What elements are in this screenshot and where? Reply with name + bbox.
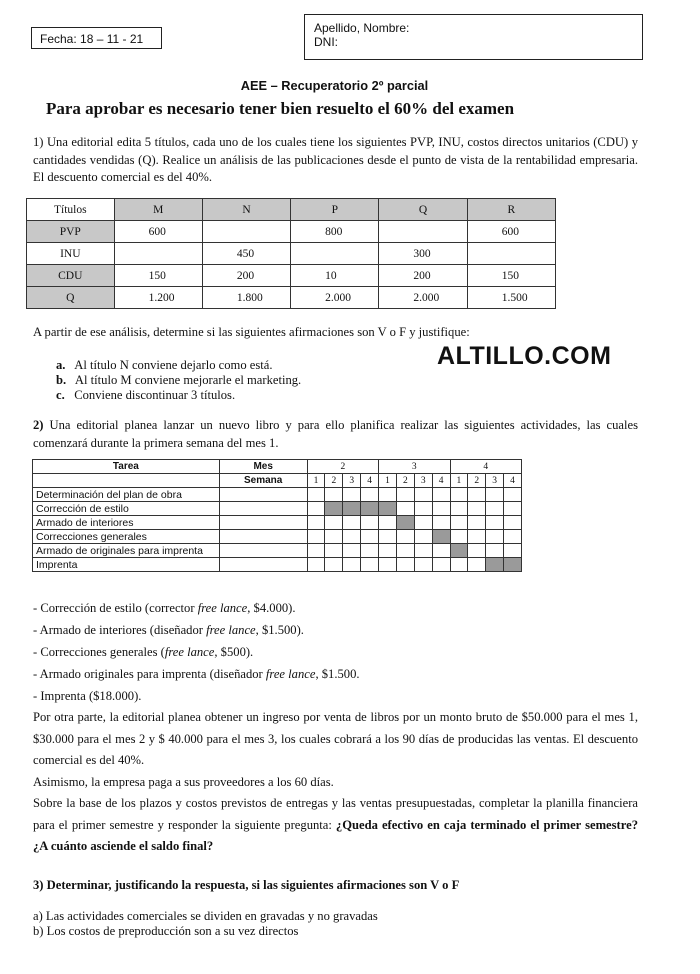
gantt-week-slot [450, 544, 468, 558]
gantt-week-slot [486, 516, 504, 530]
gantt-week-cell: 1 [379, 474, 397, 488]
gantt-table [32, 459, 522, 572]
gantt-week-slot [450, 488, 468, 502]
gantt-week-cell: 2 [325, 474, 343, 488]
q2-para3: Sobre la base de los plazos y costos previstos de entregas y las ventas presupuestadas, completar la planilla financiera para el primer semestre y responder la siguiente pregunta: ¿Queda efectivo en caja terminado el primer semestre? ¿A cuánto asciende el saldo final? [33, 796, 638, 853]
gantt-week-slot [361, 516, 379, 530]
gantt-task-row [33, 502, 522, 516]
gantt-week-slot [307, 502, 325, 516]
table-cell: 450 [202, 243, 290, 265]
table-header-cell: P [291, 199, 379, 221]
gantt-week-slot [432, 530, 450, 544]
gantt-week-slot [325, 488, 343, 502]
q3-title: 3) Determinar, justificando la respuesta, si las siguientes afirmaciones son V o F [33, 878, 460, 892]
table-cell: 600 [114, 221, 202, 243]
bullet-item: - Armado originales para imprenta (diseñador free lance, $1.500. [33, 667, 360, 681]
table-cell: 2.000 [291, 287, 379, 309]
gantt-week-slot [450, 558, 468, 572]
gantt-week-slot [361, 488, 379, 502]
gantt-week-slot [361, 530, 379, 544]
gantt-empty-cell [219, 544, 307, 558]
gantt-week-slot [361, 558, 379, 572]
table-row [27, 265, 556, 287]
gantt-week-slot [414, 502, 432, 516]
gantt-week-slot [343, 530, 361, 544]
gantt-task-name: Armado de interiores [33, 516, 220, 530]
gantt-blank-cell [33, 474, 220, 488]
gantt-week-slot [414, 544, 432, 558]
bullet-item: - Correcciones generales (free lance, $500). [33, 645, 254, 659]
gantt-week-slot [307, 530, 325, 544]
date-box [31, 27, 162, 49]
table-cell: 600 [467, 221, 555, 243]
gantt-week-slot [486, 544, 504, 558]
gantt-week-slot [486, 558, 504, 572]
gantt-week-slot [379, 544, 397, 558]
row-label-cell: INU [27, 243, 115, 265]
gantt-week-slot [432, 544, 450, 558]
gantt-week-slot [504, 516, 522, 530]
gantt-week-slot [504, 558, 522, 572]
q2-para2: Asimismo, la empresa paga a sus proveedores a los 60 días. [33, 775, 334, 789]
table-cell: 150 [467, 265, 555, 287]
gantt-week-slot [486, 502, 504, 516]
gantt-week-cell: 4 [504, 474, 522, 488]
gantt-week-cell: 3 [343, 474, 361, 488]
gantt-empty-cell [219, 558, 307, 572]
gantt-week-slot [468, 488, 486, 502]
gantt-month-cell: 3 [379, 460, 450, 474]
name-label: Apellido, Nombre: [314, 21, 410, 35]
gantt-week-slot [432, 558, 450, 572]
gantt-week-cell: 3 [414, 474, 432, 488]
gantt-task-name: Corrección de estilo [33, 502, 220, 516]
gantt-week-slot [414, 530, 432, 544]
bullet-item: - Armado de interiores (diseñador free lance, $1.500). [33, 623, 304, 637]
table-row [27, 287, 556, 309]
gantt-week-slot [504, 544, 522, 558]
gantt-week-slot [343, 558, 361, 572]
gantt-week-slot [504, 488, 522, 502]
gantt-week-slot [343, 544, 361, 558]
table-header-row [27, 199, 556, 221]
gantt-tarea-header: Tarea [33, 460, 220, 474]
gantt-week-slot [450, 516, 468, 530]
gantt-week-slot [468, 558, 486, 572]
gantt-week-cell: 2 [468, 474, 486, 488]
table-cell: 1.800 [202, 287, 290, 309]
table-cell: 1.200 [114, 287, 202, 309]
gantt-week-cell: 3 [486, 474, 504, 488]
gantt-week-slot [396, 516, 414, 530]
gantt-week-cell: 1 [307, 474, 325, 488]
table-header-cell: Q [379, 199, 467, 221]
gantt-week-slot [307, 544, 325, 558]
table-cell: 800 [291, 221, 379, 243]
gantt-week-slot [504, 502, 522, 516]
date-text: Fecha: 18 – 11 - 21 [40, 32, 144, 46]
q3-item: b) Los costos de preproducción son a su vez directos [33, 924, 299, 938]
gantt-task-row [33, 488, 522, 502]
q1-table [26, 198, 556, 309]
q2-text [33, 417, 638, 452]
gantt-week-slot [379, 488, 397, 502]
table-cell: 300 [379, 243, 467, 265]
gantt-week-slot [379, 530, 397, 544]
table-cell [467, 243, 555, 265]
q2-question: ¿Queda efectivo en caja terminado el primer semestre? ¿A cuánto asciende el saldo final? [33, 817, 638, 853]
gantt-week-slot [307, 516, 325, 530]
page-subtitle: Para aprobar es necesario tener bien resuelto el 60% del examen [46, 99, 515, 118]
q1-text: 1) Una editorial edita 5 títulos, cada uno de los cuales tiene los siguientes PVP, INU, costos directos unitarios (CDU) y cantidades vendidas (Q). Realice un análisis de las publicaciones desde el punto de vista de la rentabilidad empresaria. El descuento comercial es del 40%. [33, 135, 638, 184]
gantt-week-slot [325, 544, 343, 558]
gantt-empty-cell [219, 530, 307, 544]
gantt-week-slot [414, 488, 432, 502]
gantt-week-cell: 2 [396, 474, 414, 488]
gantt-week-slot [325, 516, 343, 530]
gantt-semana-header: Semana [219, 474, 307, 488]
gantt-week-slot [396, 530, 414, 544]
gantt-week-slot [325, 502, 343, 516]
gantt-week-slot [432, 516, 450, 530]
q1-option: a. Al título N conviene dejarlo como está. [56, 358, 273, 372]
gantt-week-slot [307, 488, 325, 502]
q2-number: 2) [33, 418, 44, 432]
gantt-week-slot [343, 488, 361, 502]
gantt-task-row [33, 516, 522, 530]
q1-options [56, 358, 301, 403]
gantt-week-slot [396, 488, 414, 502]
gantt-task-row [33, 530, 522, 544]
table-row [27, 243, 556, 265]
table-header-cell: Títulos [27, 199, 115, 221]
gantt-week-slot [396, 558, 414, 572]
gantt-week-slot [468, 544, 486, 558]
gantt-task-name: Correcciones generales [33, 530, 220, 544]
gantt-week-slot [307, 558, 325, 572]
gantt-week-slot [343, 502, 361, 516]
table-cell [114, 243, 202, 265]
table-cell [291, 243, 379, 265]
gantt-week-cell: 4 [432, 474, 450, 488]
gantt-empty-cell [219, 502, 307, 516]
gantt-week-slot [361, 544, 379, 558]
gantt-week-slot [504, 530, 522, 544]
table-cell: 200 [379, 265, 467, 287]
bullet-item: - Corrección de estilo (corrector free lance, $4.000). [33, 601, 296, 615]
table-row [27, 221, 556, 243]
gantt-mes-header: Mes [219, 460, 307, 474]
table-cell: 150 [114, 265, 202, 287]
gantt-week-slot [468, 530, 486, 544]
gantt-week-slot [486, 488, 504, 502]
gantt-week-slot [396, 502, 414, 516]
gantt-task-name: Armado de originales para imprenta [33, 544, 220, 558]
q1-option: b. Al título M conviene mejorarle el marketing. [56, 373, 302, 387]
gantt-week-slot [396, 544, 414, 558]
table-cell: 2.000 [379, 287, 467, 309]
gantt-task-row [33, 558, 522, 572]
page-title: AEE – Recuperatorio 2º parcial [240, 78, 429, 93]
gantt-week-slot [379, 516, 397, 530]
gantt-week-slot [379, 502, 397, 516]
gantt-week-slot [414, 516, 432, 530]
q3-items [33, 909, 378, 939]
gantt-week-slot [325, 530, 343, 544]
q2-bullets [33, 597, 360, 707]
gantt-task-name: Determinación del plan de obra [33, 488, 220, 502]
table-cell [379, 221, 467, 243]
gantt-task-name: Imprenta [33, 558, 220, 572]
table-cell: 10 [291, 265, 379, 287]
row-label-cell: CDU [27, 265, 115, 287]
gantt-week-slot [468, 502, 486, 516]
gantt-month-row [33, 460, 522, 474]
q3-item: a) Las actividades comerciales se dividen en gravadas y no gravadas [33, 909, 378, 923]
gantt-week-slot [468, 516, 486, 530]
bullet-item: - Imprenta ($18.000). [33, 689, 142, 703]
table-cell: 200 [202, 265, 290, 287]
table-cell: 1.500 [467, 287, 555, 309]
q2-para1: Por otra parte, la editorial planea obtener un ingreso por venta de libros por un monto bruto de $50.000 para el mes 1, $30.000 para el mes 2 y $ 40.000 para el mes 3, los cuales cobrará a los 90 días de producidas las ventas. El descuento comercial es del 40%. [33, 710, 638, 767]
gantt-empty-cell [219, 516, 307, 530]
gantt-task-row [33, 544, 522, 558]
gantt-week-slot [450, 530, 468, 544]
gantt-empty-cell [219, 488, 307, 502]
gantt-week-slot [361, 502, 379, 516]
gantt-week-slot [432, 502, 450, 516]
table-header-cell: R [467, 199, 555, 221]
row-label-cell: PVP [27, 221, 115, 243]
name-box [304, 14, 643, 60]
watermark: ALTILLO.COM [437, 342, 612, 370]
table-header-cell: M [114, 199, 202, 221]
table-cell [202, 221, 290, 243]
dni-label: DNI: [314, 35, 338, 49]
gantt-week-slot [414, 558, 432, 572]
gantt-month-cell: 4 [450, 460, 522, 474]
table-header-cell: N [202, 199, 290, 221]
gantt-week-cell: 1 [450, 474, 468, 488]
row-label-cell: Q [27, 287, 115, 309]
q1-option: c. Conviene discontinuar 3 títulos. [56, 388, 236, 402]
gantt-week-slot [325, 558, 343, 572]
gantt-week-slot [450, 502, 468, 516]
q1-followup: A partir de ese análisis, determine si las siguientes afirmaciones son V o F y justifique: [33, 325, 470, 339]
gantt-month-cell: 2 [307, 460, 378, 474]
gantt-week-slot [432, 488, 450, 502]
gantt-week-slot [343, 516, 361, 530]
gantt-week-row [33, 474, 522, 488]
q2-body: Una editorial planea lanzar un nuevo libro y para ello planifica realizar las siguientes actividades, las cuales comenzará durante la primera semana del mes 1. [33, 418, 638, 450]
gantt-week-slot [379, 558, 397, 572]
gantt-week-cell: 4 [361, 474, 379, 488]
gantt-week-slot [486, 530, 504, 544]
